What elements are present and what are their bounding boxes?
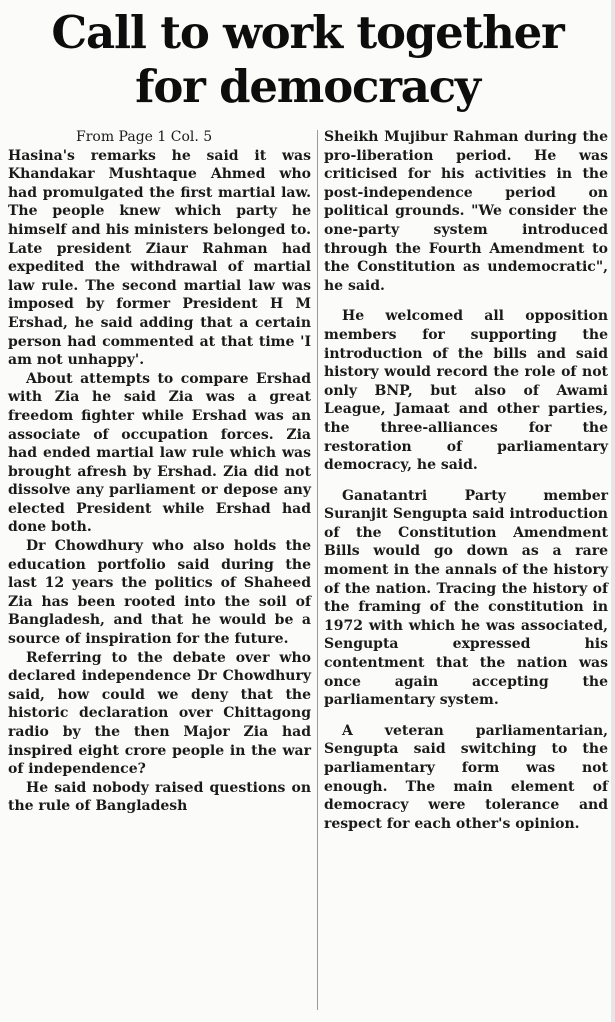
paragraph: He said nobody raised questions on the rule of Bangladesh: [8, 779, 311, 815]
paragraph: He welcomed all opposition members for supporting the introduction of the bills and said history would record the role of not only BNP, but also of Awami League, Jamaat and other parties, the three-alliances for the restoration of parliamentary democracy, he said.: [324, 308, 608, 474]
paragraph: Hasina's remarks he said it was Khandakar Mushtaque Ahmed who had promulgated the first martial law. The people knew which party he himself and his ministers belonged to. Late president Ziaur Rahman had expedited the withdrawal of martial law rule. The second martial law was imposed by former President H M Ershad, he said adding that a certain person had commented at that time 'I am not unhappy'.: [8, 147, 311, 369]
paragraph: Sheikh Mujibur Rahman during the pro-liberation period. He was criticised for his activities in the post-independence period on political grounds. "We consider the one-party system introduced through the Fourth Amendment to the Constitution as undemocratic", he said.: [324, 129, 608, 294]
left-column: [8, 128, 311, 816]
paragraph: Dr Chowdhury who also holds the education portfolio said during the last 12 years the politics of Shaheed Zia has been rooted into the soil of Bangladesh, and that he would be a source of inspiration for the future.: [8, 538, 311, 648]
paragraph: A veteran parliamentarian, Sengupta said switching to the parliamentary form was not enough. The main element of democracy were tolerance and respect for each other's opinion.: [324, 722, 608, 832]
column-divider: [317, 130, 318, 1010]
paragraph: About attempts to compare Ershad with Zia he said Zia was a great freedom fighter while Ershad was an associate of occupation forces. Zia had ended martial law rule which was brought afresh by Ershad. Zia did not dissolve any parliament or depose any elected President while Ershad had done both.: [8, 370, 311, 536]
headline-line-1: Call to work together: [51, 6, 564, 59]
scan-edge: [611, 0, 615, 1022]
right-column: [324, 128, 608, 833]
headline: [0, 6, 615, 114]
headline-line-2: for democracy: [135, 60, 480, 113]
jump-line: From Page 1 Col. 5: [76, 129, 213, 145]
paragraph: Referring to the debate over who declared independence Dr Chowdhury said, how could we deny that the historic declaration over Chittagong radio by the then Major Zia had inspired eight crore people in the war of independence?: [8, 649, 311, 778]
paragraph: Ganatantri Party member Suranjit Sengupta said introduction of the Constitution Amendment Bills would go down as a rare moment in the annals of the history of the nation. Tracing the history of the framing of the constitution in 1972 with which he was associated, Sengupta expressed his contentment that the nation was once again accepting the parliamentary system.: [324, 487, 608, 709]
